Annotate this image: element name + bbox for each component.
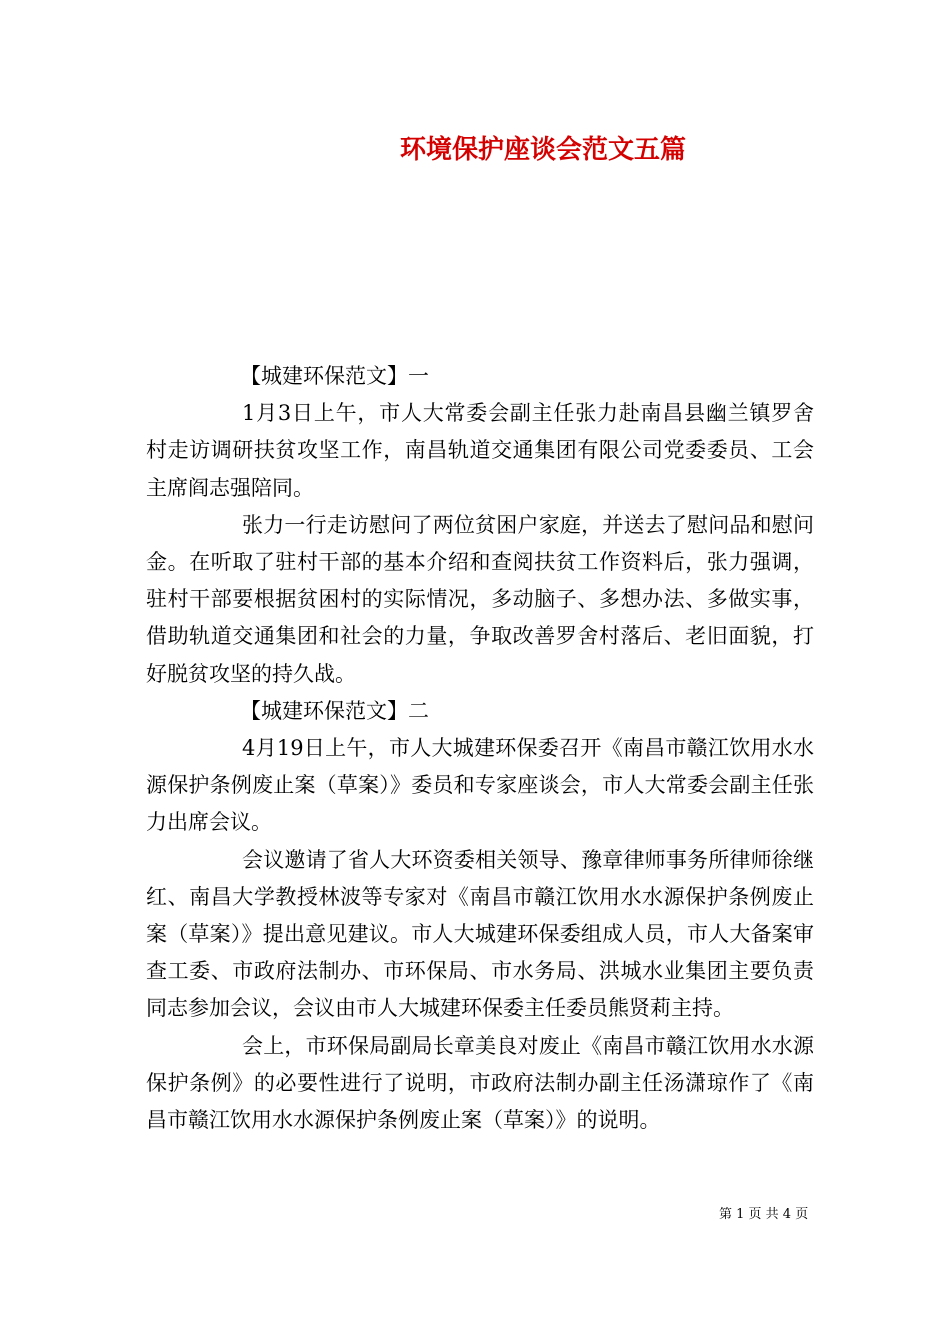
paragraph-2: 张力一行走访慰问了两位贫困户家庭，并送去了慰问品和慰问金。在听取了驻村干部的基本介绍和查阅扶贫工作资料后，张力强调，驻村干部要根据贫困村的实际情况，多动脑子、多想办法、多做实事，借助轨道交通集团和社会的力量，争取改善罗舍村落后、老旧面貌，打好脱贫攻坚的持久战。	[146, 512, 814, 686]
paragraph-1: 1月3日上午，市人大常委会副主任张力赴南昌县幽兰镇罗舍村走访调研扶贫攻坚工作，南昌轨道交通集团有限公司党委委员、工会主席阎志强陪同。	[146, 401, 814, 500]
document-title: 环境保护座谈会范文五篇	[399, 135, 686, 165]
page-number-footer: 第 1 页 共 4 页	[719, 1207, 809, 1222]
document-body	[146, 358, 814, 1139]
section-heading-2: 【城建环保范文】二	[240, 698, 429, 723]
paragraph-3: 4月19日上午，市人大城建环保委召开《南昌市赣江饮用水水源保护条例废止案（草案）》委员和专家座谈会，市人大常委会副主任张力出席会议。	[146, 736, 814, 835]
paragraph-4: 会议邀请了省人大环资委相关领导、豫章律师事务所律师徐继红、南昌大学教授林波等专家对《南昌市赣江饮用水水源保护条例废止案（草案）》提出意见建议。市人大城建环保委组成人员，市人大备案审查工委、市政府法制办、市环保局、市水务局、洪城水业集团主要负责同志参加会议，会议由市人大城建环保委主任委员熊贤莉主持。	[146, 847, 814, 1021]
section-heading-1: 【城建环保范文】一	[240, 364, 429, 388]
paragraph-5: 会上，市环保局副局长章美良对废止《南昌市赣江饮用水水源保护条例》的必要性进行了说明，市政府法制办副主任汤潇琼作了《南昌市赣江饮用水水源保护条例废止案（草案）》的说明。	[146, 1033, 814, 1133]
